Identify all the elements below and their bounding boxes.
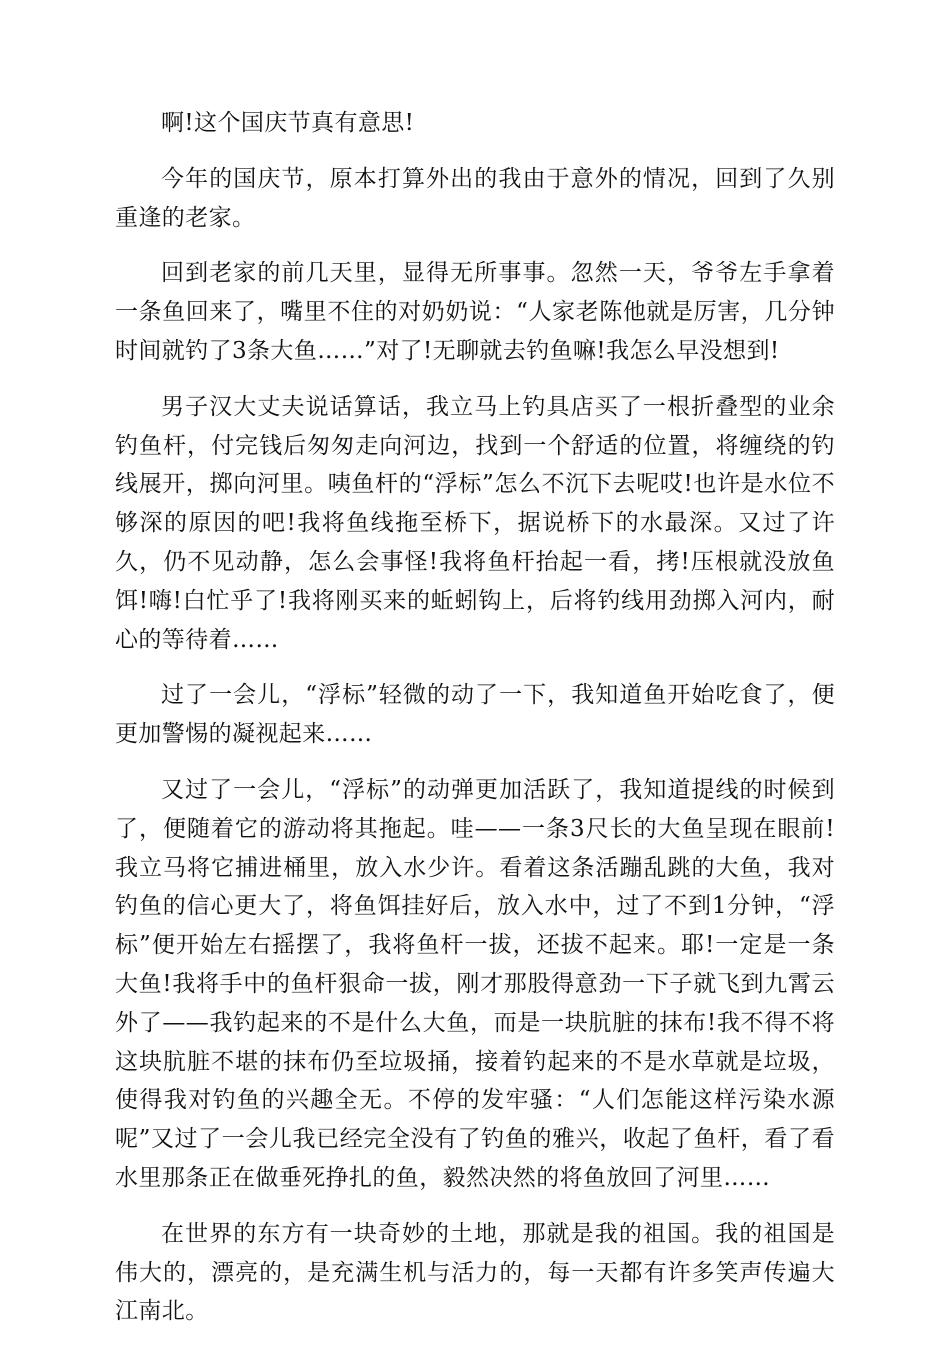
paragraph-4: 男子汉大丈夫说话算话，我立马上钓具店买了一根折叠型的业余钓鱼杆，付完钱后匆匆走向河边，找到一个舒适的位置，将缠绕的钓线展开，掷向河里。咦鱼杆的“浮标”怎么不沉下去呢哎!也许是水位不够深的原因的吧!我将鱼线拖至桥下，据说桥下的水最深。又过了许久，仍不见动静，怎么会事怪!我将鱼杆抬起一看，拷!压根就没放鱼饵!嗨!白忙乎了!我将刚买来的蚯蚓钩上，后将钓线用劲掷入河内，耐心的等待着……: [115, 393, 835, 653]
paragraph-3: 回到老家的前几天里，显得无所事事。忽然一天，爷爷左手拿着一条鱼回来了，嘴里不住的对奶奶说：“人家老陈他就是厉害，几分钟时间就钓了3条大鱼……”对了!无聊就去钓鱼嘛!我怎么早没想到!: [115, 260, 835, 364]
paragraph-2: 今年的国庆节，原本打算外出的我由于意外的情况，回到了久别重逢的老家。: [115, 165, 835, 231]
paragraph-1: 啊!这个国庆节真有意思!: [161, 110, 415, 136]
paragraph-7: 在世界的东方有一块奇妙的土地，那就是我的祖国。我的祖国是伟大的，漂亮的，是充满生机与活力的，每一天都有许多笑声传遍大江南北。: [115, 1220, 835, 1325]
paragraph-5: 过了一会儿，“浮标”轻微的动了一下，我知道鱼开始吃食了，便更加警惕的凝视起来……: [115, 682, 835, 748]
paragraph-6: 又过了一会儿，“浮标”的动弹更加活跃了，我知道提线的时候到了，便随着它的游动将其拖起。哇——一条3尺长的大鱼呈现在眼前!我立马将它捕进桶里，放入水少许。看着这条活蹦乱跳的大鱼，我对钓鱼的信心更大了，将鱼饵挂好后，放入水中，过了不到1分钟，“浮标”便开始左右摇摆了，我将鱼杆一拔，还拔不起来。耶!一定是一条大鱼!我将手中的鱼杆狠命一拔，刚才那股得意劲一下子就飞到九霄云外了——我钓起来的不是什么大鱼，而是一块肮脏的抹布!我不得不将这块肮脏不堪的抹布仍至垃圾捅，接着钓起来的不是水草就是垃圾，使得我对钓鱼的兴趣全无。不停的发牢骚：“人们怎能这样污染水源呢”又过了一会儿我已经完全没有了钓鱼的雅兴，收起了鱼杆，看了看水里那条正在做垂死挣扎的鱼，毅然决然的将鱼放回了河里……: [115, 776, 835, 1191]
essay-body: [115, 104, 835, 1348]
